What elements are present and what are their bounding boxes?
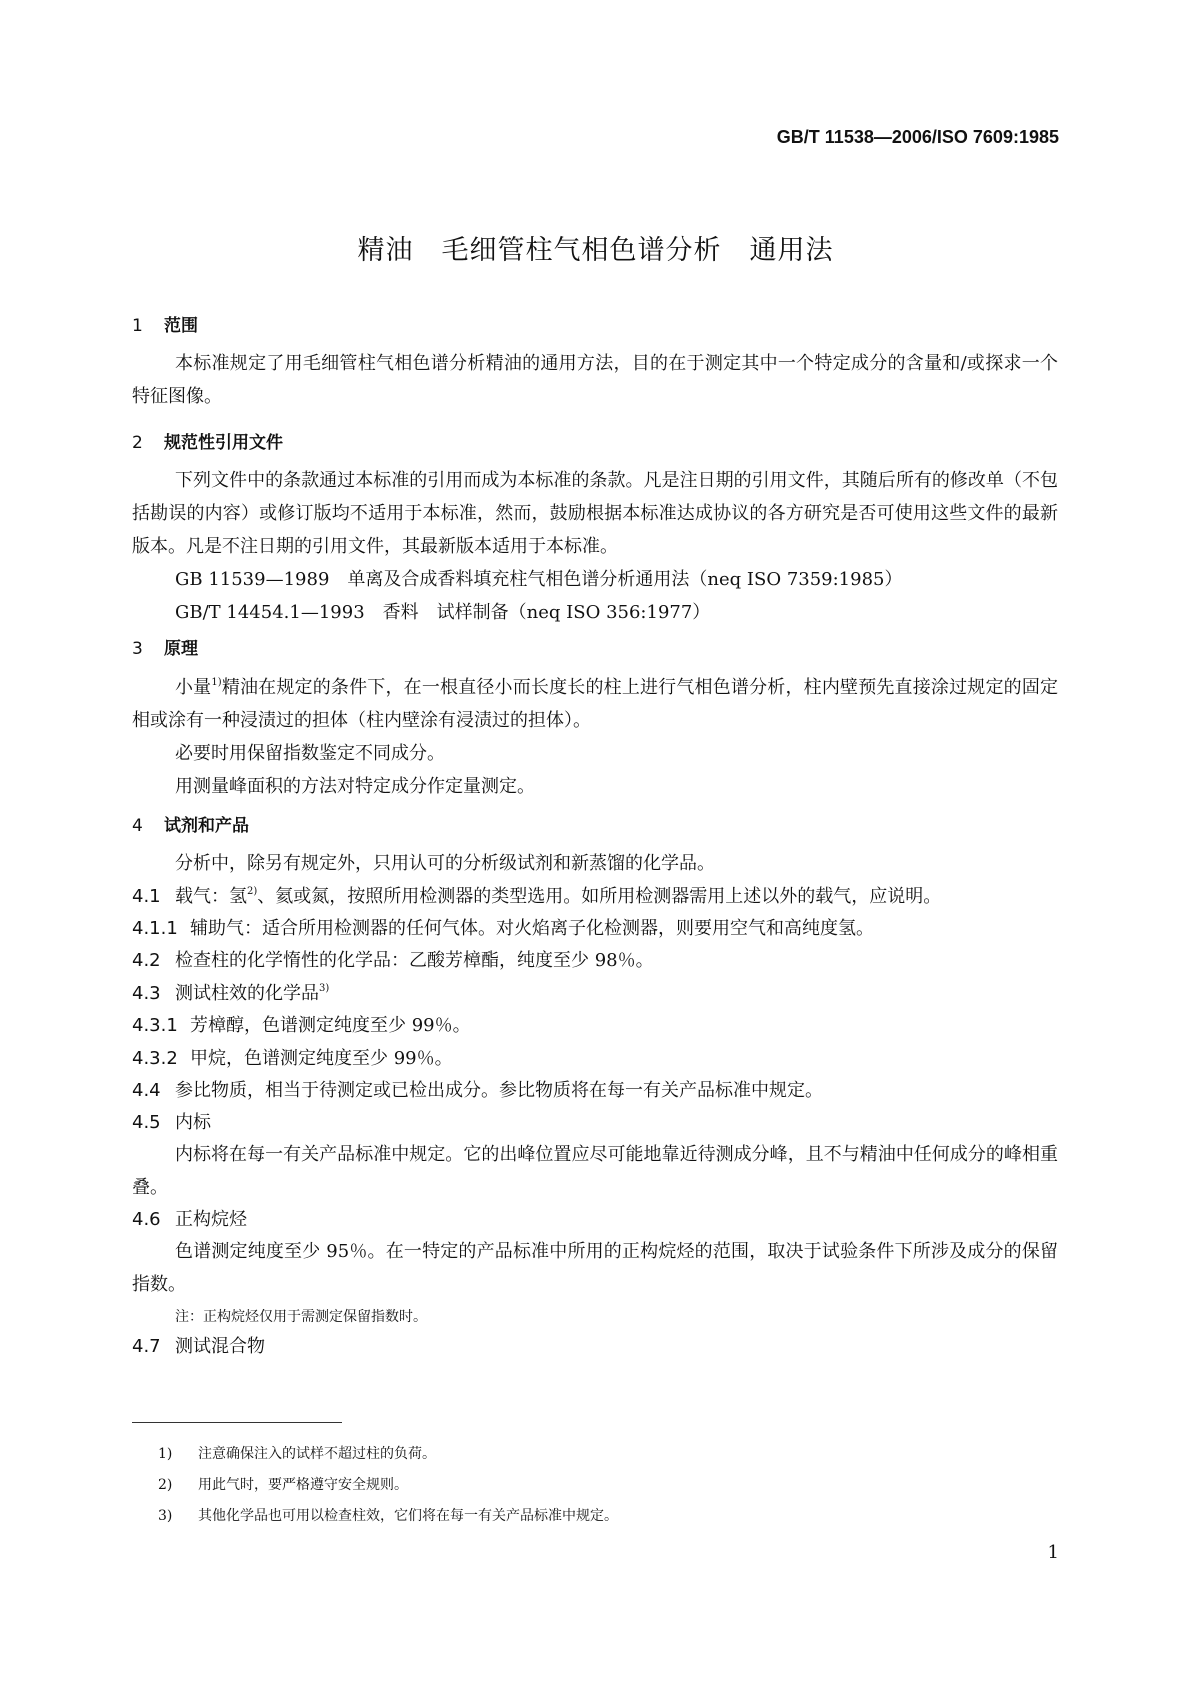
section-2-heading [132, 428, 283, 453]
footnote-ref-3: 3) [319, 983, 330, 994]
section-title: 试剂和产品 [164, 816, 249, 836]
section-number: 2 [132, 433, 143, 453]
clause-4-3: 4.3 测试柱效的化学品$^{3)}$ [132, 977, 329, 1010]
footnote-number: 3) [158, 1508, 173, 1524]
normative-reference-2 [175, 596, 710, 629]
clause-number: 4.3 [132, 983, 161, 1004]
section-3-paragraph-3: 用测量峰面积的方法对特定成分作定量测定。 [175, 776, 535, 797]
section-number: 1 [132, 316, 143, 336]
reference-code: GB 11539—1989 [175, 569, 330, 590]
section-title: 原理 [164, 639, 198, 659]
clause-4-1-1: 4.1.1 辅助气：适合所用检测器的任何气体。对火焰离子化检测器，则要用空气和高纯度氢。 [132, 912, 874, 945]
clause-number: 4.3.2 [132, 1048, 178, 1069]
clause-number: 4.5 [132, 1112, 161, 1133]
document-title: 精油 毛细管柱气相色谱分析 通用法 [357, 235, 834, 266]
clause-4-3-2: 4.3.2 甲烷，色谱测定纯度至少 99％。 [132, 1042, 453, 1075]
clause-4-4: 4.4 参比物质，相当于待测定或已检出成分。参比物质将在每一有关产品标准中规定。 [132, 1074, 823, 1107]
clause-4-6-note: 注：正构烷烃仅用于需测定保留指数时。 [175, 1309, 427, 1325]
clause-number: 4.1 [132, 886, 161, 907]
section-1-heading [132, 311, 198, 336]
section-2-paragraph: 下列文件中的条款通过本标准的引用而成为本标准的条款。凡是注日期的引用文件，其随后所有的修改单（不包括勘误的内容）或修订版均不适用于本标准，然而，鼓励根据本标准达成协议的各方研究是否可使用这些文件的最新版本。凡是不注日期的引用文件，其最新版本适用于本标准。 [132, 470, 1058, 557]
footnote-1 [158, 1443, 436, 1463]
clause-4-1: 4.1 载气：氢$^{2)}$、氦或氮，按照所用检测器的类型选用。如所用检测器需用上述以外的载气，应说明。 [132, 880, 941, 913]
section-number: 3 [132, 639, 143, 659]
footnote-text: 用此气时，要严格遵守安全规则。 [198, 1477, 408, 1493]
footnote-text: 其他化学品也可用以检查柱效，它们将在每一有关产品标准中规定。 [198, 1508, 618, 1524]
clause-4-5-paragraph: 内标将在每一有关产品标准中规定。它的出峰位置应尽可能地靠近待测成分峰，且不与精油中任何成分的峰相重叠。 [132, 1144, 1058, 1198]
clause-4-7: 4.7 测试混合物 [132, 1330, 265, 1363]
normative-reference-1 [175, 563, 903, 596]
section-1-paragraph: 本标准规定了用毛细管柱气相色谱分析精油的通用方法，目的在于测定其中一个特定成分的含量和/或探求一个特征图像。 [132, 353, 1058, 407]
clause-4-5: 4.5 内标 [132, 1106, 211, 1139]
clause-number: 4.7 [132, 1336, 161, 1357]
clause-4-6: 4.6 正构烷烃 [132, 1203, 247, 1236]
section-title: 规范性引用文件 [164, 433, 283, 453]
section-3-paragraph-1: 小量$^{1)}$精油在规定的条件下，在一根直径小而长度长的柱上进行气相色谱分析，柱内壁预先直接涂过规定的固定相或涂有一种浸渍过的担体（柱内壁涂有浸渍过的担体）。 [132, 677, 1059, 731]
section-3-heading [132, 634, 198, 659]
footnote-3 [158, 1505, 618, 1525]
clause-4-2: 4.2 检查柱的化学惰性的化学品：乙酸芳樟酯，纯度至少 98％。 [132, 944, 654, 977]
section-title: 范围 [164, 316, 198, 336]
clause-number: 4.3.1 [132, 1015, 178, 1036]
clause-number: 4.2 [132, 950, 161, 971]
clause-number: 4.4 [132, 1080, 161, 1101]
footnote-2 [158, 1474, 408, 1494]
reference-code: GB/T 14454.1—1993 [175, 602, 365, 623]
page-number: 1 [1047, 1542, 1059, 1563]
footnote-number: 1) [158, 1446, 173, 1462]
footnote-number: 2) [158, 1477, 173, 1493]
reference-title: 单离及合成香料填充柱气相色谱分析通用法（neq ISO 7359:1985） [347, 569, 903, 590]
footnote-text: 注意确保注入的试样不超过柱的负荷。 [198, 1446, 436, 1462]
footnote-separator [132, 1422, 342, 1423]
clause-4-3-1: 4.3.1 芳樟醇，色谱测定纯度至少 99％。 [132, 1009, 471, 1042]
standard-code: GB/T 11538—2006/ISO 7609:1985 [776, 127, 1059, 147]
footnote-ref-1: 1) [211, 677, 222, 688]
clause-number: 4.6 [132, 1209, 161, 1230]
footnote-ref-2: 2) [247, 886, 258, 897]
section-4-intro: 分析中，除另有规定外，只用认可的分析级试剂和新蒸馏的化学品。 [175, 853, 715, 874]
reference-title: 香料 试样制备（neq ISO 356:1977） [382, 602, 711, 623]
section-number: 4 [132, 816, 143, 836]
clause-number: 4.1.1 [132, 918, 178, 939]
section-4-heading [132, 811, 249, 836]
section-3-paragraph-2: 必要时用保留指数鉴定不同成分。 [175, 743, 445, 764]
clause-4-6-paragraph: 色谱测定纯度至少 95％。在一特定的产品标准中所用的正构烷烃的范围，取决于试验条件下所涉及成分的保留指数。 [132, 1241, 1058, 1295]
